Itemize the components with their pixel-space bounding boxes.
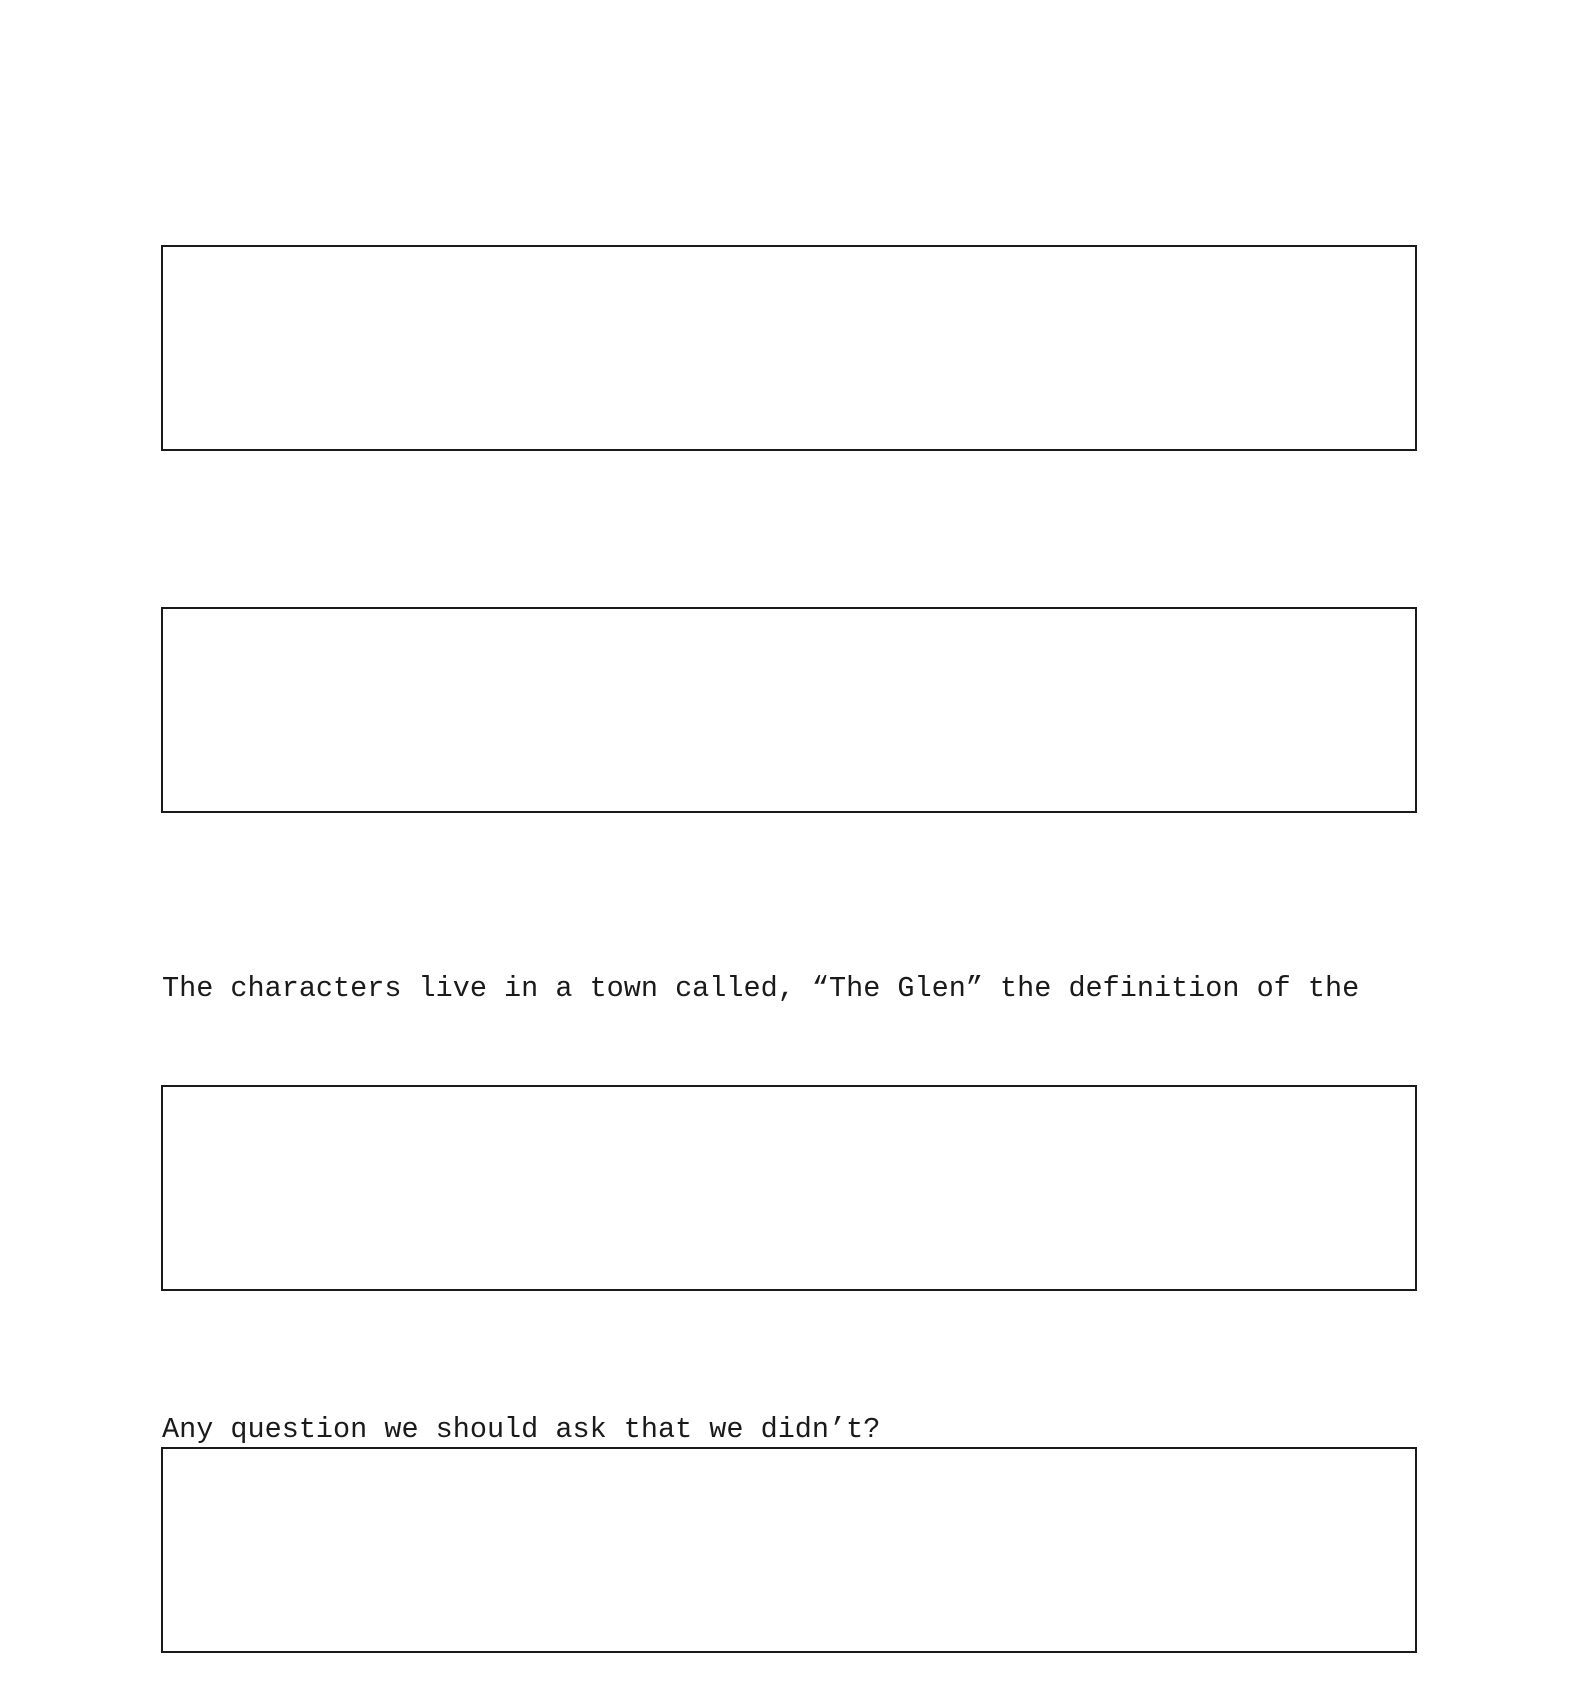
answer-box-uncle-sam[interactable]: [161, 607, 1417, 813]
answer-box-the-glen[interactable]: [161, 1085, 1417, 1291]
answer-box-anything-else[interactable]: [161, 1447, 1417, 1653]
question-text-line: The characters live in a town called, “The Glen” the definition of the: [162, 972, 1360, 1005]
question-text: Any question we should ask that we didn’t?: [162, 1413, 881, 1446]
answer-box-pop-culture[interactable]: [161, 245, 1417, 451]
